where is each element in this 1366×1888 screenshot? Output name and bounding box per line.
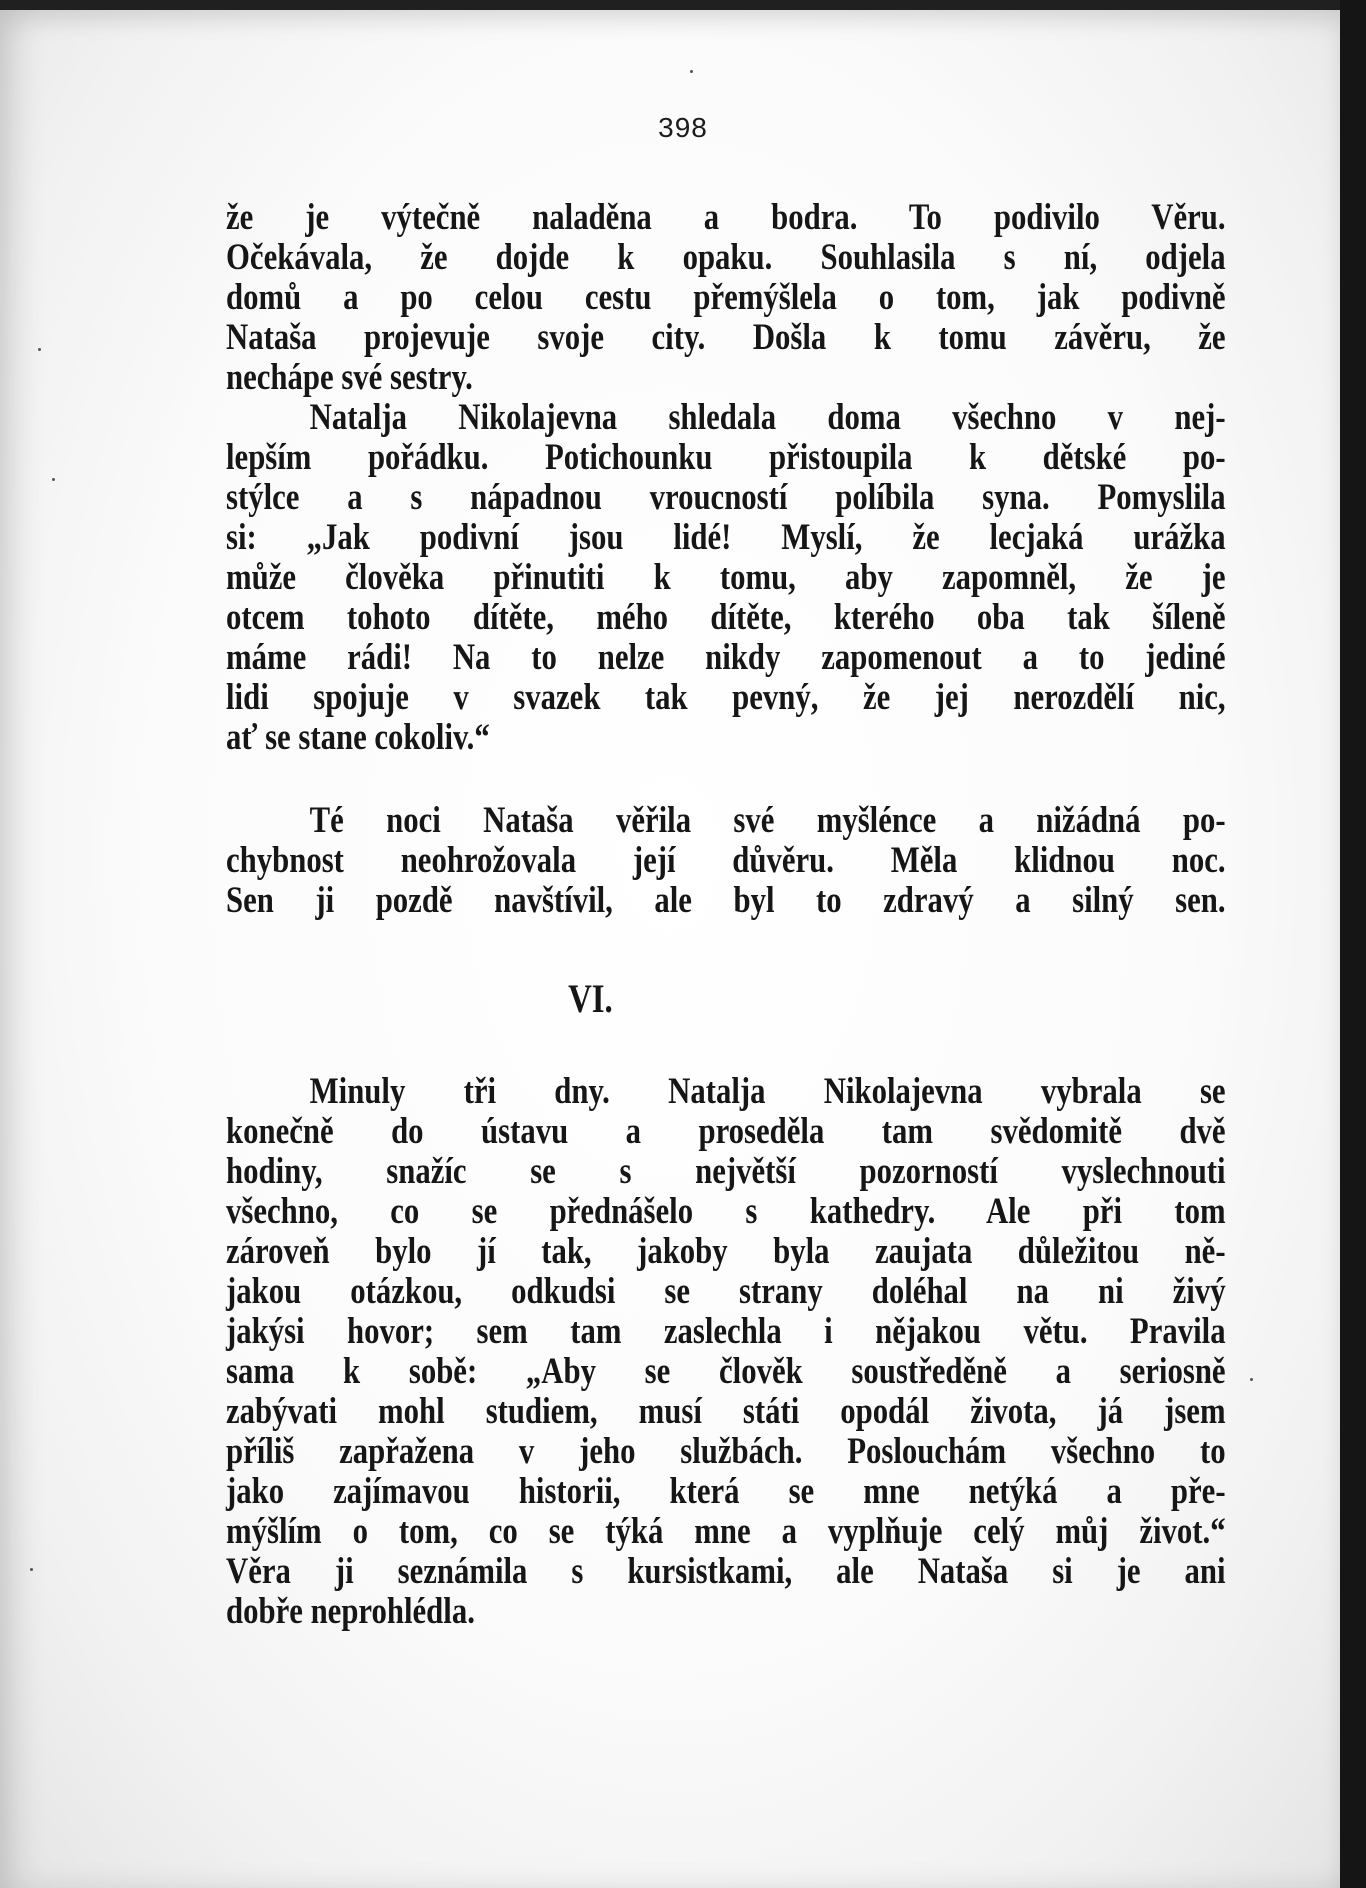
text-line: jakou otázkou, odkudsi se strany doléhal na ni živý <box>226 1271 1226 1312</box>
text-line: konečně do ústavu a proseděla tam svědomitě dvě <box>226 1111 1226 1152</box>
text-line: zároveň bylo jí tak, jakoby byla zaujata důležitou ně- <box>226 1231 1226 1272</box>
scan-speck <box>38 348 41 351</box>
scan-speck <box>30 1568 33 1571</box>
paragraph-3 <box>226 801 1226 921</box>
text-line: že je výtečně naladěna a bodra. To podivilo Věru. <box>226 197 1226 238</box>
text-line: Minuly tři dny. Natalja Nikolajevna vybrala se <box>309 1071 1226 1112</box>
scan-speck <box>1250 1378 1253 1381</box>
text-line: dobře neprohlédla. <box>226 1591 475 1632</box>
text-line: Sen ji pozdě navštívil, ale byl to zdravý a silný sen. <box>226 880 1226 921</box>
text-line: zabývati mohl studiem, musí státi opodál života, já jsem <box>226 1391 1226 1432</box>
text-line: může člověka přinutiti k tomu, aby zapomněl, že je <box>226 557 1226 598</box>
text-line: příliš zapřažena v jeho službách. Poslouchám všechno to <box>226 1431 1226 1472</box>
text-line: domů a po celou cestu přemýšlela o tom, jak podivně <box>226 277 1226 318</box>
scan-speck <box>690 70 693 73</box>
text-line: hodiny, snažíc se s největší pozorností vyslechnouti <box>226 1151 1226 1192</box>
text-line: nechápe své sestry. <box>226 357 473 398</box>
text-line: mýšlím o tom, co se týká mne a vyplňuje celý můj život.“ <box>226 1511 1226 1552</box>
text-line: Očekávala, že dojde k opaku. Souhlasila s ní, odjela <box>226 237 1226 278</box>
text-line: všechno, co se přednášelo s kathedry. Ale při tom <box>226 1191 1226 1232</box>
scan-speck <box>52 478 55 481</box>
text-line: Té noci Nataša věřila své myšlénce a nižádná po- <box>309 800 1226 841</box>
text-line: jakýsi hovor; sem tam zaslechla i nějakou větu. Pravila <box>226 1311 1226 1352</box>
text-line: Nataša projevuje svoje city. Došla k tomu závěru, že <box>226 317 1226 358</box>
paragraph-4 <box>226 1072 1226 1632</box>
text-line: si: „Jak podivní jsou lidé! Myslí, že lecjaká urážka <box>226 517 1226 558</box>
text-line: máme rádi! Na to nelze nikdy zapomenout a to jediné <box>226 637 1226 678</box>
page-number: 398 <box>658 112 708 143</box>
text-line: stýlce a s nápadnou vroucností políbila syna. Pomyslila <box>226 477 1226 518</box>
paragraph-1 <box>226 198 1226 758</box>
text-line: otcem tohoto dítěte, mého dítěte, kterého oba tak šíleně <box>226 597 1226 638</box>
text-line: lidi spojuje v svazek tak pevný, že jej nerozdělí nic, <box>226 677 1226 718</box>
scanned-page <box>0 8 1340 1888</box>
text-line: Věra ji seznámila s kursistkami, ale Nataša si je ani <box>226 1551 1226 1592</box>
text-line: lepším pořádku. Potichounku přistoupila k dětské po- <box>226 437 1226 478</box>
text-line: Natalja Nikolajevna shledala doma všechno v nej- <box>309 397 1226 438</box>
text-line: sama k sobě: „Aby se člověk soustředěně a seriosně <box>226 1351 1226 1392</box>
scan-top-edge <box>0 0 1366 10</box>
text-line: chybnost neohrožovala její důvěru. Měla klidnou noc. <box>226 840 1226 881</box>
scan-right-edge <box>1340 0 1366 1888</box>
text-line: jako zajímavou historii, která se mne netýká a pře- <box>226 1471 1226 1512</box>
chapter-heading: VI. <box>568 976 613 1021</box>
text-line: ať se stane cokoliv.“ <box>226 717 490 758</box>
